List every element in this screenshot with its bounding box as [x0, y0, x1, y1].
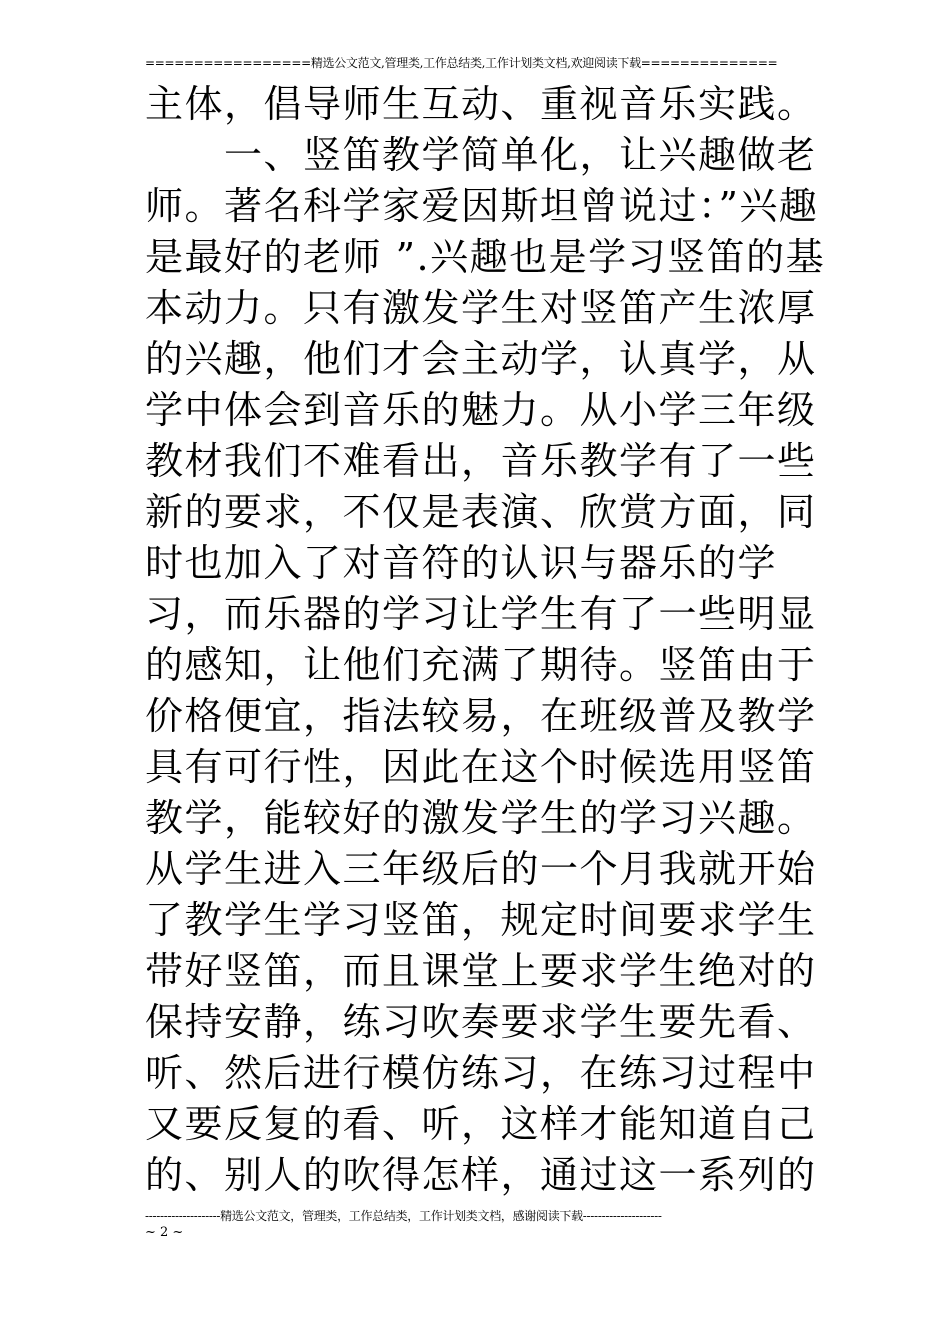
body-line: 本动力。只有激发学生对竖笛产生浓厚 [145, 286, 817, 330]
body-line: 具有可行性，因此在这个时候选用竖笛 [145, 745, 817, 789]
body-line: 又要反复的看、听，这样才能知道自己 [145, 1102, 817, 1146]
body-line: 的感知，让他们充满了期待。竖笛由于 [145, 643, 817, 687]
body-line: 价格便宜，指法较易，在班级普及教学 [145, 694, 817, 738]
body-line: 教学，能较好的激发学生的学习兴趣。 [145, 796, 817, 840]
body-line: 新的要求，不仅是表演、欣赏方面，同 [145, 490, 817, 534]
body-line: 是最好的老师 ”.兴趣也是学习竖笛的基 [145, 235, 826, 279]
body-line: 带好竖笛，而且课堂上要求学生绝对的 [145, 949, 817, 993]
body-line: 从学生进入三年级后的一个月我就开始 [145, 847, 817, 891]
page-header: =================精选公文范文,管理类,工作总结类,工作计划类文档,欢迎阅读下载============== [145, 56, 778, 70]
body-line: 时也加入了对音符的认识与器乐的学 [145, 541, 778, 585]
body-line: 的、别人的吹得怎样，通过这一系列的 [145, 1153, 817, 1197]
body-line: 师。著名科学家爱因斯坦曾说过：”兴趣 [145, 184, 819, 228]
body-line: 主体，倡导师生互动、重视音乐实践。 [145, 82, 817, 126]
body-line: 教材我们不难看出，音乐教学有了一些 [145, 439, 817, 483]
body-line: 一、竖笛教学简单化，让兴趣做老 [145, 133, 817, 177]
page-number: ~ 2 ~ [145, 1225, 184, 1240]
body-line: 学中体会到音乐的魅力。从小学三年级 [145, 388, 817, 432]
body-line: 习，而乐器的学习让学生有了一些明显 [145, 592, 817, 636]
body-line: 的兴趣，他们才会主动学，认真学，从 [145, 337, 817, 381]
body-line: 了教学生学习竖笛，规定时间要求学生 [145, 898, 817, 942]
document-body [145, 79, 826, 1201]
body-line: 保持安静，练习吹奏要求学生要先看、 [145, 1000, 817, 1044]
page-footer: --------------------精选公文范文，管理类，工作总结类，工作计划类文档，感谢阅读下载--------------------- [145, 1209, 662, 1223]
body-line: 听、然后进行模仿练习，在练习过程中 [145, 1051, 817, 1095]
